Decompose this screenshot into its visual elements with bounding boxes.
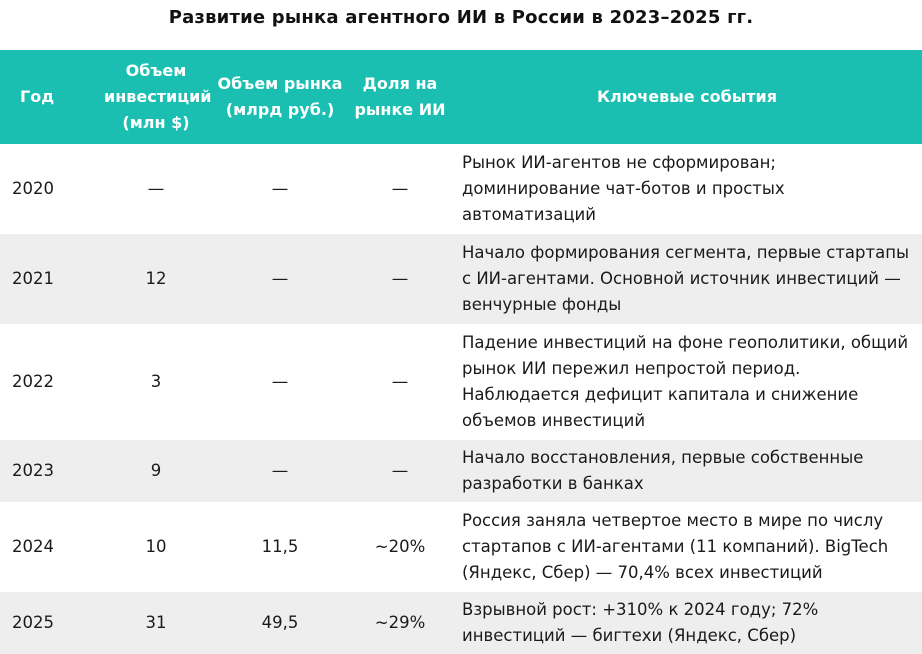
table-row — [0, 440, 922, 502]
table-row — [0, 502, 922, 592]
cell-share: ~20% — [348, 502, 452, 592]
cell-year: 2024 — [0, 502, 100, 592]
cell-share: ~29% — [348, 592, 452, 654]
cell-market: 49,5 — [212, 592, 348, 654]
cell-year: 2023 — [0, 440, 100, 502]
table-row — [0, 324, 922, 440]
cell-investments: 10 — [100, 502, 212, 592]
table-row — [0, 592, 922, 654]
cell-events: Падение инвестиций на фоне геополитики, общий рынок ИИ пережил непростой период. Наблюдается дефицит капитала и снижение объемов инвестиций — [452, 324, 922, 440]
cell-investments: 3 — [100, 324, 212, 440]
cell-share: — — [348, 440, 452, 502]
cell-year: 2022 — [0, 324, 100, 440]
header-row — [0, 50, 922, 144]
header-year: Год — [0, 50, 100, 144]
cell-market: — — [212, 234, 348, 324]
cell-events: Россия заняла четвертое место в мире по числу стартапов с ИИ-агентами (11 компаний). BigTech (Яндекс, Сбер) — 70,4% всех инвестиций — [452, 502, 922, 592]
cell-investments: 12 — [100, 234, 212, 324]
cell-events: Начало восстановления, первые собственные разработки в банках — [452, 440, 922, 502]
header-market: Объем рынка (млрд руб.) — [212, 50, 348, 144]
data-table — [0, 50, 922, 654]
cell-investments: — — [100, 144, 212, 234]
cell-share: — — [348, 144, 452, 234]
table-body — [0, 144, 922, 654]
table-title: Развитие рынка агентного ИИ в России в 2023–2025 гг. — [168, 7, 754, 28]
cell-market: 11,5 — [212, 502, 348, 592]
header-investments: Объем инвестиций (млн $) — [100, 50, 212, 144]
cell-investments: 9 — [100, 440, 212, 502]
table-row — [0, 234, 922, 324]
cell-share: — — [348, 324, 452, 440]
cell-events: Начало формирования сегмента, первые стартапы с ИИ-агентами. Основной источник инвестиций — венчурные фонды — [452, 234, 922, 324]
cell-events: Взрывной рост: +310% к 2024 году; 72% инвестиций — бигтехи (Яндекс, Сбер) — [452, 592, 922, 654]
cell-events: Рынок ИИ-агентов не сформирован; доминирование чат-ботов и простых автоматизаций — [452, 144, 922, 234]
cell-market: — — [212, 440, 348, 502]
table-header — [0, 50, 922, 144]
cell-share: — — [348, 234, 452, 324]
cell-year: 2021 — [0, 234, 100, 324]
cell-year: 2025 — [0, 592, 100, 654]
cell-market: — — [212, 324, 348, 440]
table-row — [0, 144, 922, 234]
cell-market: — — [212, 144, 348, 234]
header-share: Доля на рынке ИИ — [348, 50, 452, 144]
cell-year: 2020 — [0, 144, 100, 234]
cell-investments: 31 — [100, 592, 212, 654]
header-events: Ключевые события — [452, 50, 922, 144]
